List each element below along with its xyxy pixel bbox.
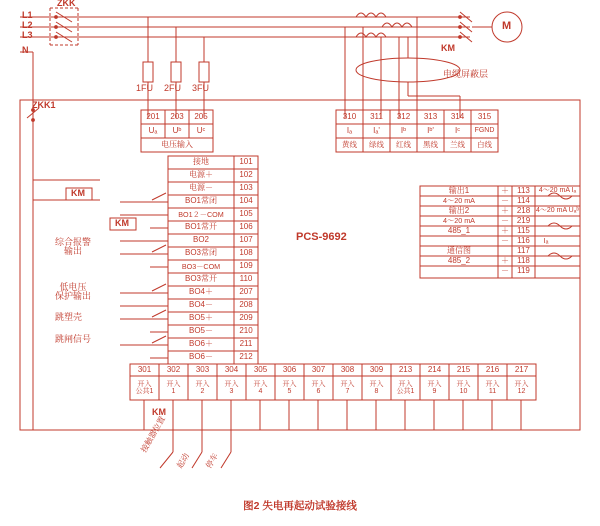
current-terminal-313: 313: [423, 111, 438, 121]
bottom-label-10: 开入 9: [427, 380, 442, 395]
analog-sign-5: －: [501, 235, 509, 245]
current-terminal-311: 311: [370, 111, 383, 121]
km-label-bottom: KM: [152, 407, 166, 417]
io-label-6: BO2: [192, 235, 209, 245]
io-term-9: 110: [239, 274, 253, 284]
io-label-4: BO1２－COM: [178, 209, 224, 219]
bottom-term-10: 214: [427, 364, 442, 374]
bottom-label-11: 开入 10: [456, 380, 471, 395]
io-term-2: 103: [239, 183, 253, 193]
analog-name-2: 输出2: [448, 205, 470, 215]
io-label-1: 电源＋: [189, 170, 213, 180]
bottom-term-8: 309: [369, 364, 384, 374]
bottom-term-13: 217: [514, 364, 529, 374]
analog-term-5: 116: [517, 235, 530, 245]
bottom-term-9: 213: [398, 364, 413, 374]
fuse-3fu-label: 3FU: [192, 83, 210, 93]
analog-name-7: 485_2: [447, 255, 471, 265]
wire-color-black: 黑线: [423, 140, 438, 150]
io-term-6: 107: [239, 235, 253, 245]
analog-sign-3: －: [501, 215, 509, 225]
km-coil-label-2: KM: [115, 218, 129, 228]
analog-sign-0: ＋: [501, 185, 509, 195]
io-label-14: BO6＋: [188, 339, 213, 349]
bottom-label-6: 开入 6: [311, 380, 326, 395]
current-signal-ib: Iᵇ: [400, 125, 407, 135]
bottom-label-8: 开入 8: [369, 380, 384, 395]
io-term-8: 109: [239, 261, 253, 271]
bottom-label-3: 开入 3: [224, 380, 239, 395]
bottom-label-2: 开入 2: [195, 380, 210, 395]
side-label-undervoltage: 低电压 保护输出: [55, 282, 92, 302]
bottom-label-1: 开入 1: [166, 380, 181, 395]
breaker-zkk-label: ZKK: [57, 0, 76, 8]
phase-label-l3: L3: [22, 30, 33, 40]
analog-note-0: 4～20 mA Iₐ: [538, 187, 577, 195]
io-term-10: 207: [239, 287, 253, 297]
io-label-13: BO5－: [188, 326, 213, 336]
figure-caption: 图2 失电再起动试验接线: [243, 500, 357, 512]
analog-term-1: 114: [517, 195, 530, 205]
phase-label-l2: L2: [22, 20, 33, 30]
fuse-2fu-label: 2FU: [164, 83, 182, 93]
io-label-8: BO3－COM: [181, 261, 221, 271]
current-terminal-314: 314: [450, 111, 465, 121]
voltage-signal-ua: Uₐ: [148, 125, 158, 135]
breaker-zkk1-label: ZKK1: [32, 100, 56, 110]
voltage-terminal-201: 201: [146, 111, 160, 121]
cable-shield-label: 电缆屏蔽层: [443, 69, 489, 79]
analog-term-0: 113: [517, 185, 530, 195]
io-label-12: BO5＋: [188, 313, 213, 323]
analog-term-8: 119: [517, 265, 530, 275]
analog-name-4: 485_1: [447, 225, 471, 235]
io-term-4: 105: [239, 209, 253, 219]
io-label-11: BO4－: [188, 300, 213, 310]
io-label-9: BO3常开: [184, 274, 217, 284]
bottom-term-4: 305: [253, 364, 268, 374]
bottom-label-13: 开入 12: [514, 380, 529, 395]
motor-symbol: M: [502, 20, 512, 32]
bottom-label-7: 开入 7: [340, 380, 355, 395]
input-label-stop: 停车: [204, 451, 220, 470]
voltage-signal-ub: Uᵇ: [172, 125, 182, 135]
current-terminal-315: 315: [477, 111, 492, 121]
wire-color-yellow: 黄线: [342, 140, 357, 150]
voltage-input-title: 电压输入: [161, 139, 193, 149]
input-label-start: 起动: [175, 451, 191, 470]
analog-name-1: 4～20 mA: [443, 196, 475, 206]
bottom-term-6: 307: [311, 364, 326, 374]
contactor-km-top: KM: [441, 43, 455, 53]
bottom-term-2: 303: [195, 364, 210, 374]
analog-note-5: Iₐ: [543, 236, 549, 246]
km-coil-label-1: KM: [71, 188, 85, 198]
analog-sign-1: －: [501, 195, 509, 205]
current-signal-fgnd: FGND: [474, 127, 495, 135]
io-term-3: 104: [239, 196, 253, 206]
analog-term-7: 118: [517, 255, 530, 265]
current-terminal-310: 310: [342, 111, 357, 121]
io-term-5: 106: [239, 222, 253, 232]
current-signal-ia: Iₐ: [346, 125, 353, 135]
io-label-5: BO1常开: [184, 222, 217, 232]
io-term-12: 209: [239, 313, 253, 323]
bottom-label-0: 开入 公共1: [135, 380, 154, 395]
analog-sign-7: ＋: [501, 255, 509, 265]
side-label-alarm: 综合报警 输出: [55, 237, 92, 257]
bottom-label-9: 开入 公共1: [396, 380, 415, 395]
bottom-term-1: 302: [166, 364, 181, 374]
analog-term-3: 219: [516, 215, 531, 225]
voltage-terminal-203: 203: [170, 111, 184, 121]
bottom-term-7: 308: [340, 364, 355, 374]
bottom-label-5: 开入 5: [282, 380, 297, 395]
input-label-contactor-position: 接触器位置: [139, 414, 167, 454]
bottom-term-3: 304: [224, 364, 239, 374]
io-term-15: 212: [239, 352, 253, 362]
current-signal-ia2: Iₐ': [373, 125, 380, 135]
io-label-3: BO1常闭: [184, 196, 217, 206]
analog-name-6: 通信图: [447, 245, 471, 255]
io-label-10: BO4＋: [188, 287, 213, 297]
io-term-1: 102: [239, 170, 253, 180]
current-signal-ic: Iᶜ: [454, 125, 461, 135]
phase-label-l1: L1: [22, 10, 33, 20]
fuse-1fu-label: 1FU: [136, 83, 154, 93]
io-label-7: BO3常闭: [184, 248, 217, 258]
io-label-15: BO6－: [188, 352, 213, 362]
side-label-trip-signal: 跳闸信号: [55, 334, 92, 344]
io-label-0: 接地: [193, 157, 209, 167]
analog-term-2: 218: [516, 205, 531, 215]
analog-term-4: 115: [517, 225, 530, 235]
phase-label-n: N: [22, 45, 29, 55]
io-term-11: 208: [239, 300, 253, 310]
bottom-term-5: 306: [282, 364, 297, 374]
analog-name-3: 4～20 mA: [443, 216, 475, 226]
io-label-2: 电源－: [189, 183, 213, 193]
analog-name-0: 输出1: [448, 185, 470, 195]
io-term-14: 211: [239, 339, 253, 349]
analog-note-2: 4～20 mA Uₐᵇ: [536, 207, 579, 215]
voltage-signal-uc: Uᶜ: [196, 125, 206, 135]
device-model-label: PCS-9692: [296, 231, 347, 243]
bottom-label-4: 开入 4: [253, 380, 268, 395]
io-term-7: 108: [239, 248, 253, 258]
wire-color-green: 绿线: [369, 140, 384, 150]
bottom-term-0: 301: [137, 364, 152, 374]
voltage-terminal-205: 205: [194, 111, 208, 121]
wire-color-blue: 兰线: [450, 140, 465, 150]
analog-term-6: 117: [517, 245, 530, 255]
analog-sign-2: ＋: [501, 205, 509, 215]
current-signal-ib2: Iᵇ': [427, 125, 434, 135]
io-term-13: 210: [239, 326, 253, 336]
wire-color-red: 红线: [396, 140, 411, 150]
current-terminal-312: 312: [396, 111, 411, 121]
io-term-0: 101: [239, 157, 253, 167]
bottom-term-12: 216: [485, 364, 500, 374]
wire-color-white: 白线: [477, 140, 492, 150]
bottom-term-11: 215: [456, 364, 471, 374]
analog-sign-8: －: [501, 265, 509, 275]
side-label-trip-case: 跳塑壳: [55, 312, 83, 322]
bottom-label-12: 开入 11: [485, 380, 500, 395]
analog-sign-4: ＋: [501, 225, 509, 235]
